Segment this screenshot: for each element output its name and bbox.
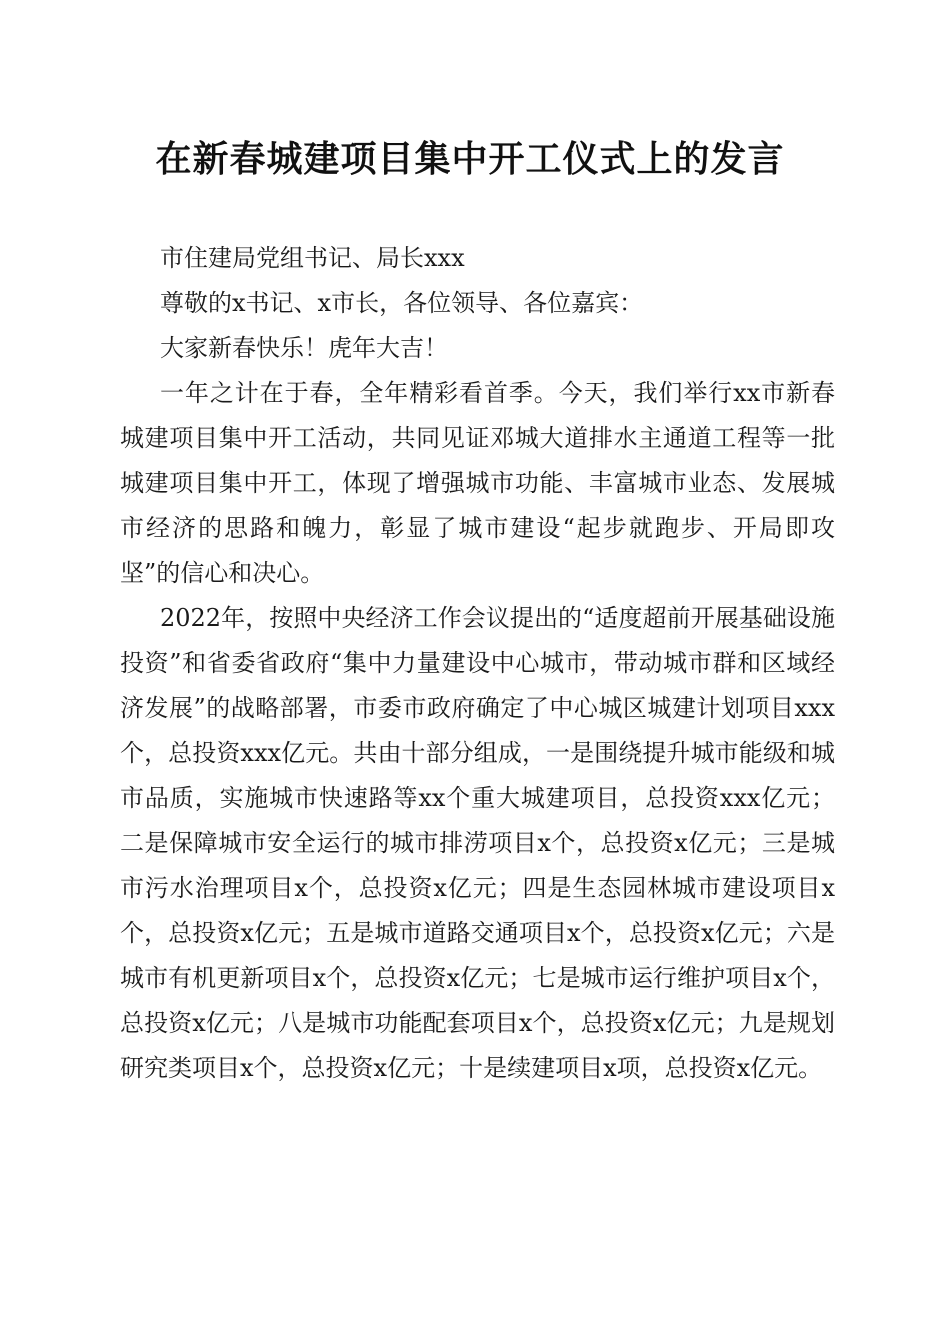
document-title: 在新春城建项目集中开工仪式上的发言 [155, 138, 785, 180]
document-body [120, 236, 835, 1091]
paragraph-plan: 2022年，按照中央经济工作会议提出的“适度超前开展基础设施投资”和省委省政府“集中力量建设中心城市，带动城市群和区域经济发展”的战略部署，市委市政府确定了中心城区城建计划项目xxx个，总投资xxx亿元。共由十部分组成，一是围绕提升城市能级和城市品质，实施城市快速路等xx个重大城建项目，总投资xxx亿元；二是保障城市安全运行的城市排涝项目x个，总投资x亿元；三是城市污水治理项目x个，总投资x亿元；四是生态园林城市建设项目x个，总投资x亿元；五是城市道路交通项目x个，总投资x亿元；六是城市有机更新项目x个，总投资x亿元；七是城市运行维护项目x个，总投资x亿元；八是城市功能配套项目x个，总投资x亿元；九是规划研究类项目x个，总投资x亿元；十是续建项目x项，总投资x亿元。 [120, 604, 835, 1082]
greeting: 大家新春快乐！虎年大吉！ [160, 334, 448, 362]
paragraph-intro: 一年之计在于春，全年精彩看首季。今天，我们举行xx市新春城建项目集中开工活动，共同见证邓城大道排水主通道工程等一批城建项目集中开工，体现了增强城市功能、丰富城市业态、发展城市经济的思路和魄力，彰显了城市建设“起步就跑步、开局即攻坚”的信心和决心。 [120, 379, 835, 587]
speaker-line: 市住建局党组书记、局长xxx [160, 244, 465, 272]
salutation: 尊敬的x书记、x市长，各位领导、各位嘉宾： [160, 289, 644, 317]
